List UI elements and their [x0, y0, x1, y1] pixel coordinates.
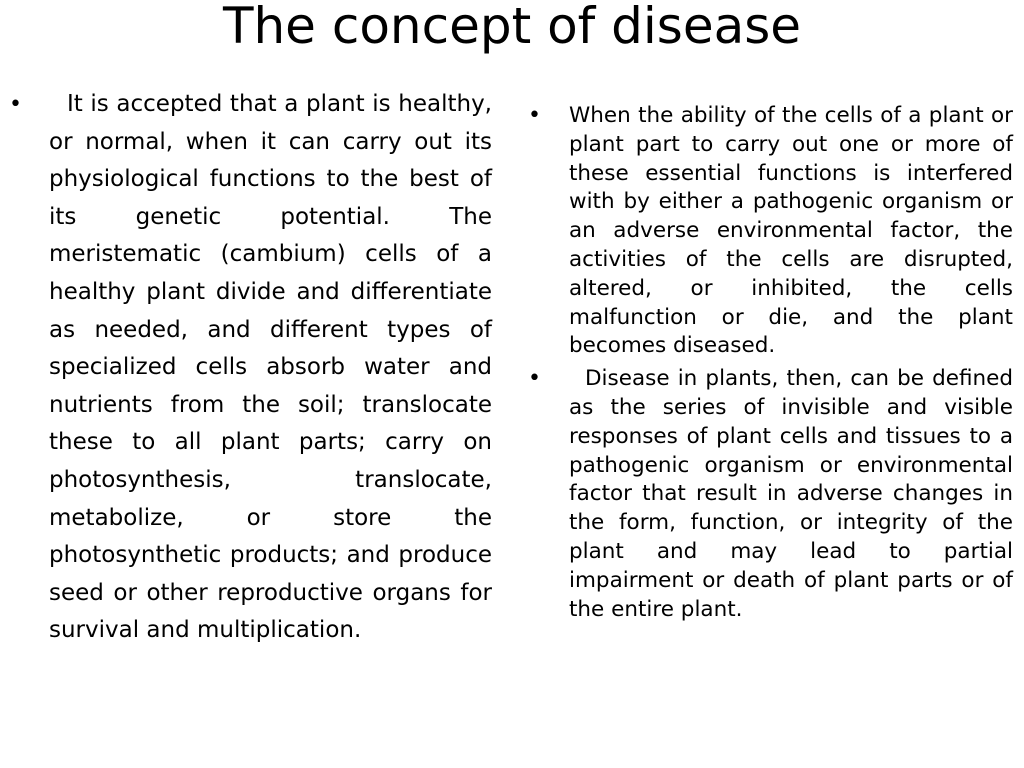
- bullet-paragraph: [528, 102, 1013, 361]
- bullet-icon: •: [528, 366, 541, 392]
- slide-title: The concept of disease: [222, 0, 802, 55]
- paragraph-text: Disease in plants, then, can be defined as the series of invisible and visible responses of plant cells and tissues to a pathogenic organism or environmental factor that result in adverse changes in the form, function, or integrity of the plant and may lead to partial impairment or death of plant parts or of the entire plant.: [569, 366, 1013, 622]
- paragraph-text: When the ability of the cells of a plant or plant part to carry out one or more of these essential functions is interfered with by either a pathogenic organism or an adverse environmental factor, the activities of the cells are disrupted, altered, or inhibited, the cells malfunction or die, and the plant becomes diseased.: [569, 103, 1013, 359]
- right-text-column: [528, 102, 1013, 624]
- left-text-column: [9, 86, 492, 650]
- paragraph-text: It is accepted that a plant is healthy, or normal, when it can carry out its physiological functions to the best of its genetic potential. The meristematic (cambium) cells of a healthy plant divide and differentiate as needed, and different types of specialized cells absorb water and nutrients from the soil; translocate these to all plant parts; carry on photosynthesis, translocate, metabolize, or store the photosynthetic products; and produce seed or other reproductive organs for survival and multiplication.: [49, 91, 492, 644]
- bullet-icon: •: [528, 103, 541, 128]
- bullet-paragraph: [528, 365, 1013, 624]
- bullet-paragraph: [9, 86, 492, 650]
- bullet-icon: •: [9, 92, 22, 117]
